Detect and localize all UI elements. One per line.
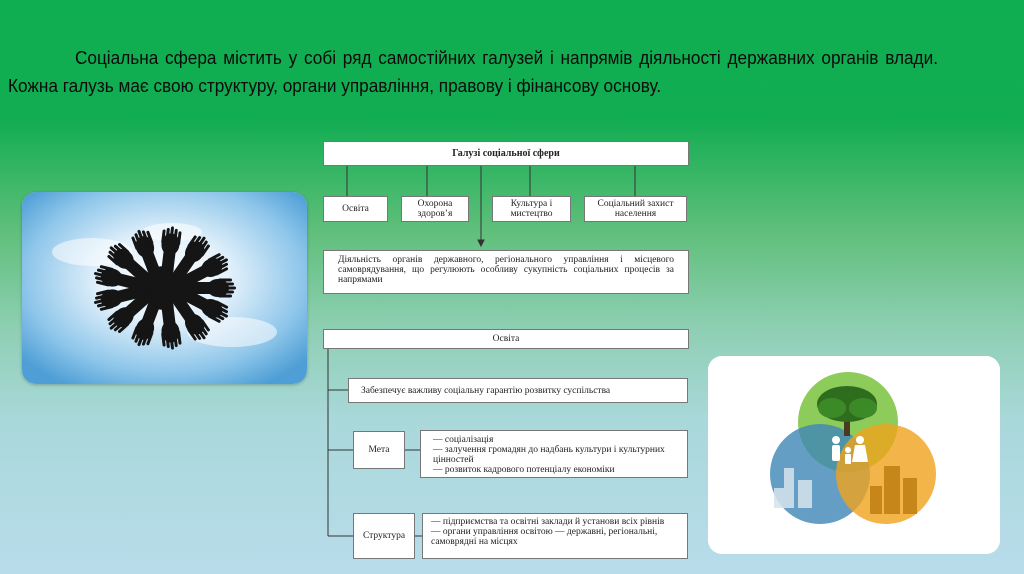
intro-paragraph: Соціальна сфера містить у собі ряд самостійних галузей і напрямів діяльності державних органів влади. Кожна галузь має свою структуру, органи управління, правову і фінансову основу. (8, 47, 938, 96)
structure-items-box: — підприємства та освітні заклади й установи всіх рівнів — органи управління освітою — державні, регіональні, самоврядні на місцях (422, 513, 688, 559)
structure-label-box: Структура (353, 513, 415, 559)
guarantee-box: Забезпечує важливу соціальну гарантію розвитку суспільства (348, 378, 688, 403)
branch-description-box: Діяльність органів державного, регіонального управління і місцевого самоврядування, що регулюють особливу сукупність соціальних процесів за напрямами (323, 250, 689, 294)
social-sphere-title-box: Галузі соціальної сфери (323, 141, 689, 166)
branch-social-protection: Соціальний захист населення (584, 196, 687, 222)
education-title-box: Освіта (323, 329, 689, 349)
branch-healthcare: Охорона здоров’я (401, 196, 469, 222)
goal-items-box: — соціалізація — залучення громадян до надбань культури і культурних цінностей — розвиток кадрового потенціалу економіки (420, 430, 688, 478)
goal-label-box: Мета (353, 431, 405, 469)
branch-education: Освіта (323, 196, 388, 222)
branch-culture: Культура і мистецтво (492, 196, 571, 222)
